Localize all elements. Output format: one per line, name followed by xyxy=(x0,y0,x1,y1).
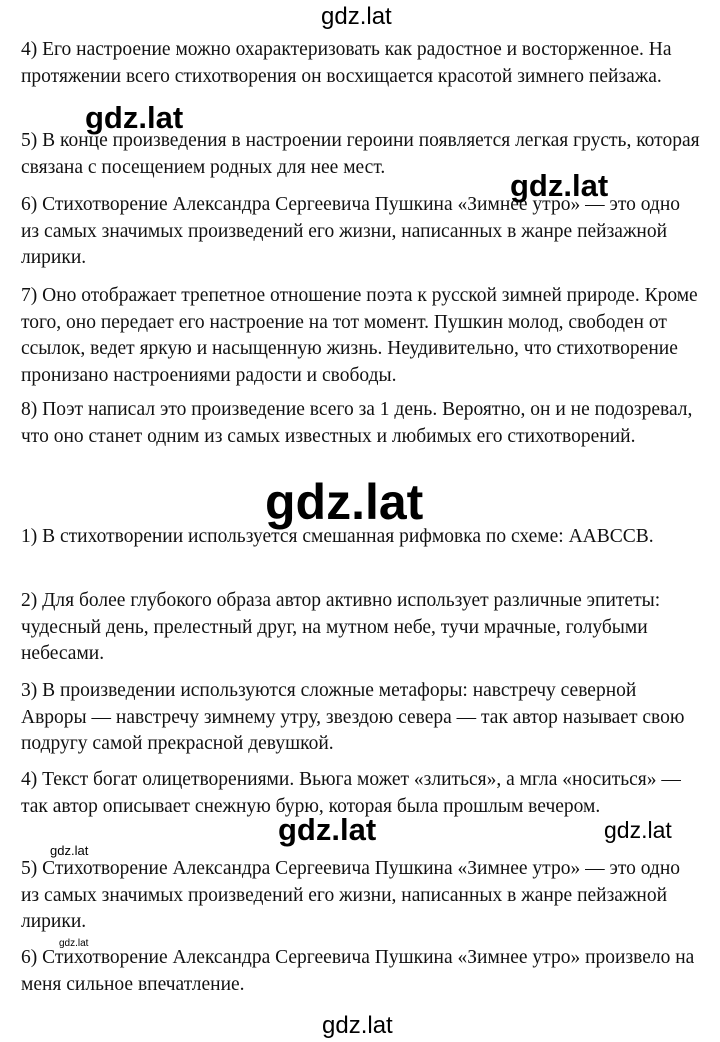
paragraph-first-4: 4) Его настроение можно охарактеризовать как радостное и восторженное. На протяжении всего стихотворения он восхищается красотой зимнего пейзажа. xyxy=(21,39,672,87)
watermark-lower-center: gdz.lat xyxy=(278,812,377,847)
watermark-small-left-1: gdz.lat xyxy=(50,843,89,858)
watermark-bottom: gdz.lat xyxy=(322,1012,393,1039)
paragraph-first-7: 7) Оно отображает трепетное отношение поэта к русской зимней природе. Кроме того, оно передает его настроение на тот момент. Пушкин молод, свободен от ссылок, ведет яркую и насыщенную жизнь. Неудивительно, что стихотворение пронизано настроениями радости и свободы. xyxy=(21,285,698,386)
paragraph-second-6: 6) Стихотворение Александра Сергеевича Пушкина «Зимнее утро» произвело на меня сильное впечатление. xyxy=(21,947,695,995)
watermark-upper-right: gdz.lat xyxy=(510,168,609,203)
paragraph-second-4: 4) Текст богат олицетворениями. Вьюга может «злиться», а мгла «носиться» — так автор описывает снежную бурю, которая была прошлым вечером. xyxy=(21,769,681,817)
watermark-lower-right: gdz.lat xyxy=(604,817,672,843)
watermark-center-large: gdz.lat xyxy=(265,474,424,530)
paragraph-second-3: 3) В произведении используются сложные метафоры: навстречу северной Авроры — навстречу зимнему утру, звездою севера — так автор называет свою подругу самой прекрасной девушкой. xyxy=(21,680,685,754)
paragraph-first-5: 5) В конце произведения в настроении героини появляется легкая грусть, которая связана с посещением родных для нее мест. xyxy=(21,130,700,178)
paragraph-second-2: 2) Для более глубокого образа автор активно использует различные эпитеты: чудесный день, прелестный друг, на мутном небе, тучи мрачные, голубыми небесами. xyxy=(21,590,661,664)
paragraph-first-8: 8) Поэт написал это произведение всего за 1 день. Вероятно, он и не подозревал, что оно станет одним из самых известных и любимых его стихотворений. xyxy=(21,399,693,447)
paragraph-first-6: 6) Стихотворение Александра Сергеевича Пушкина «Зимнее утро» — это одно из самых значимых произведений его жизни, написанных в жанре пейзажной лирики. xyxy=(21,194,681,268)
paragraph-second-5: 5) Стихотворение Александра Сергеевича Пушкина «Зимнее утро» — это одно из самых значимых произведений его жизни, написанных в жанре пейзажной лирики. xyxy=(21,858,681,932)
watermark-top: gdz.lat xyxy=(321,3,392,30)
paragraph-second-1: 1) В стихотворении используется смешанная рифмовка по схеме: ААВССВ. xyxy=(21,526,654,547)
watermark-small-left-2: gdz.lat xyxy=(59,938,89,949)
watermark-upper-left: gdz.lat xyxy=(85,100,184,135)
